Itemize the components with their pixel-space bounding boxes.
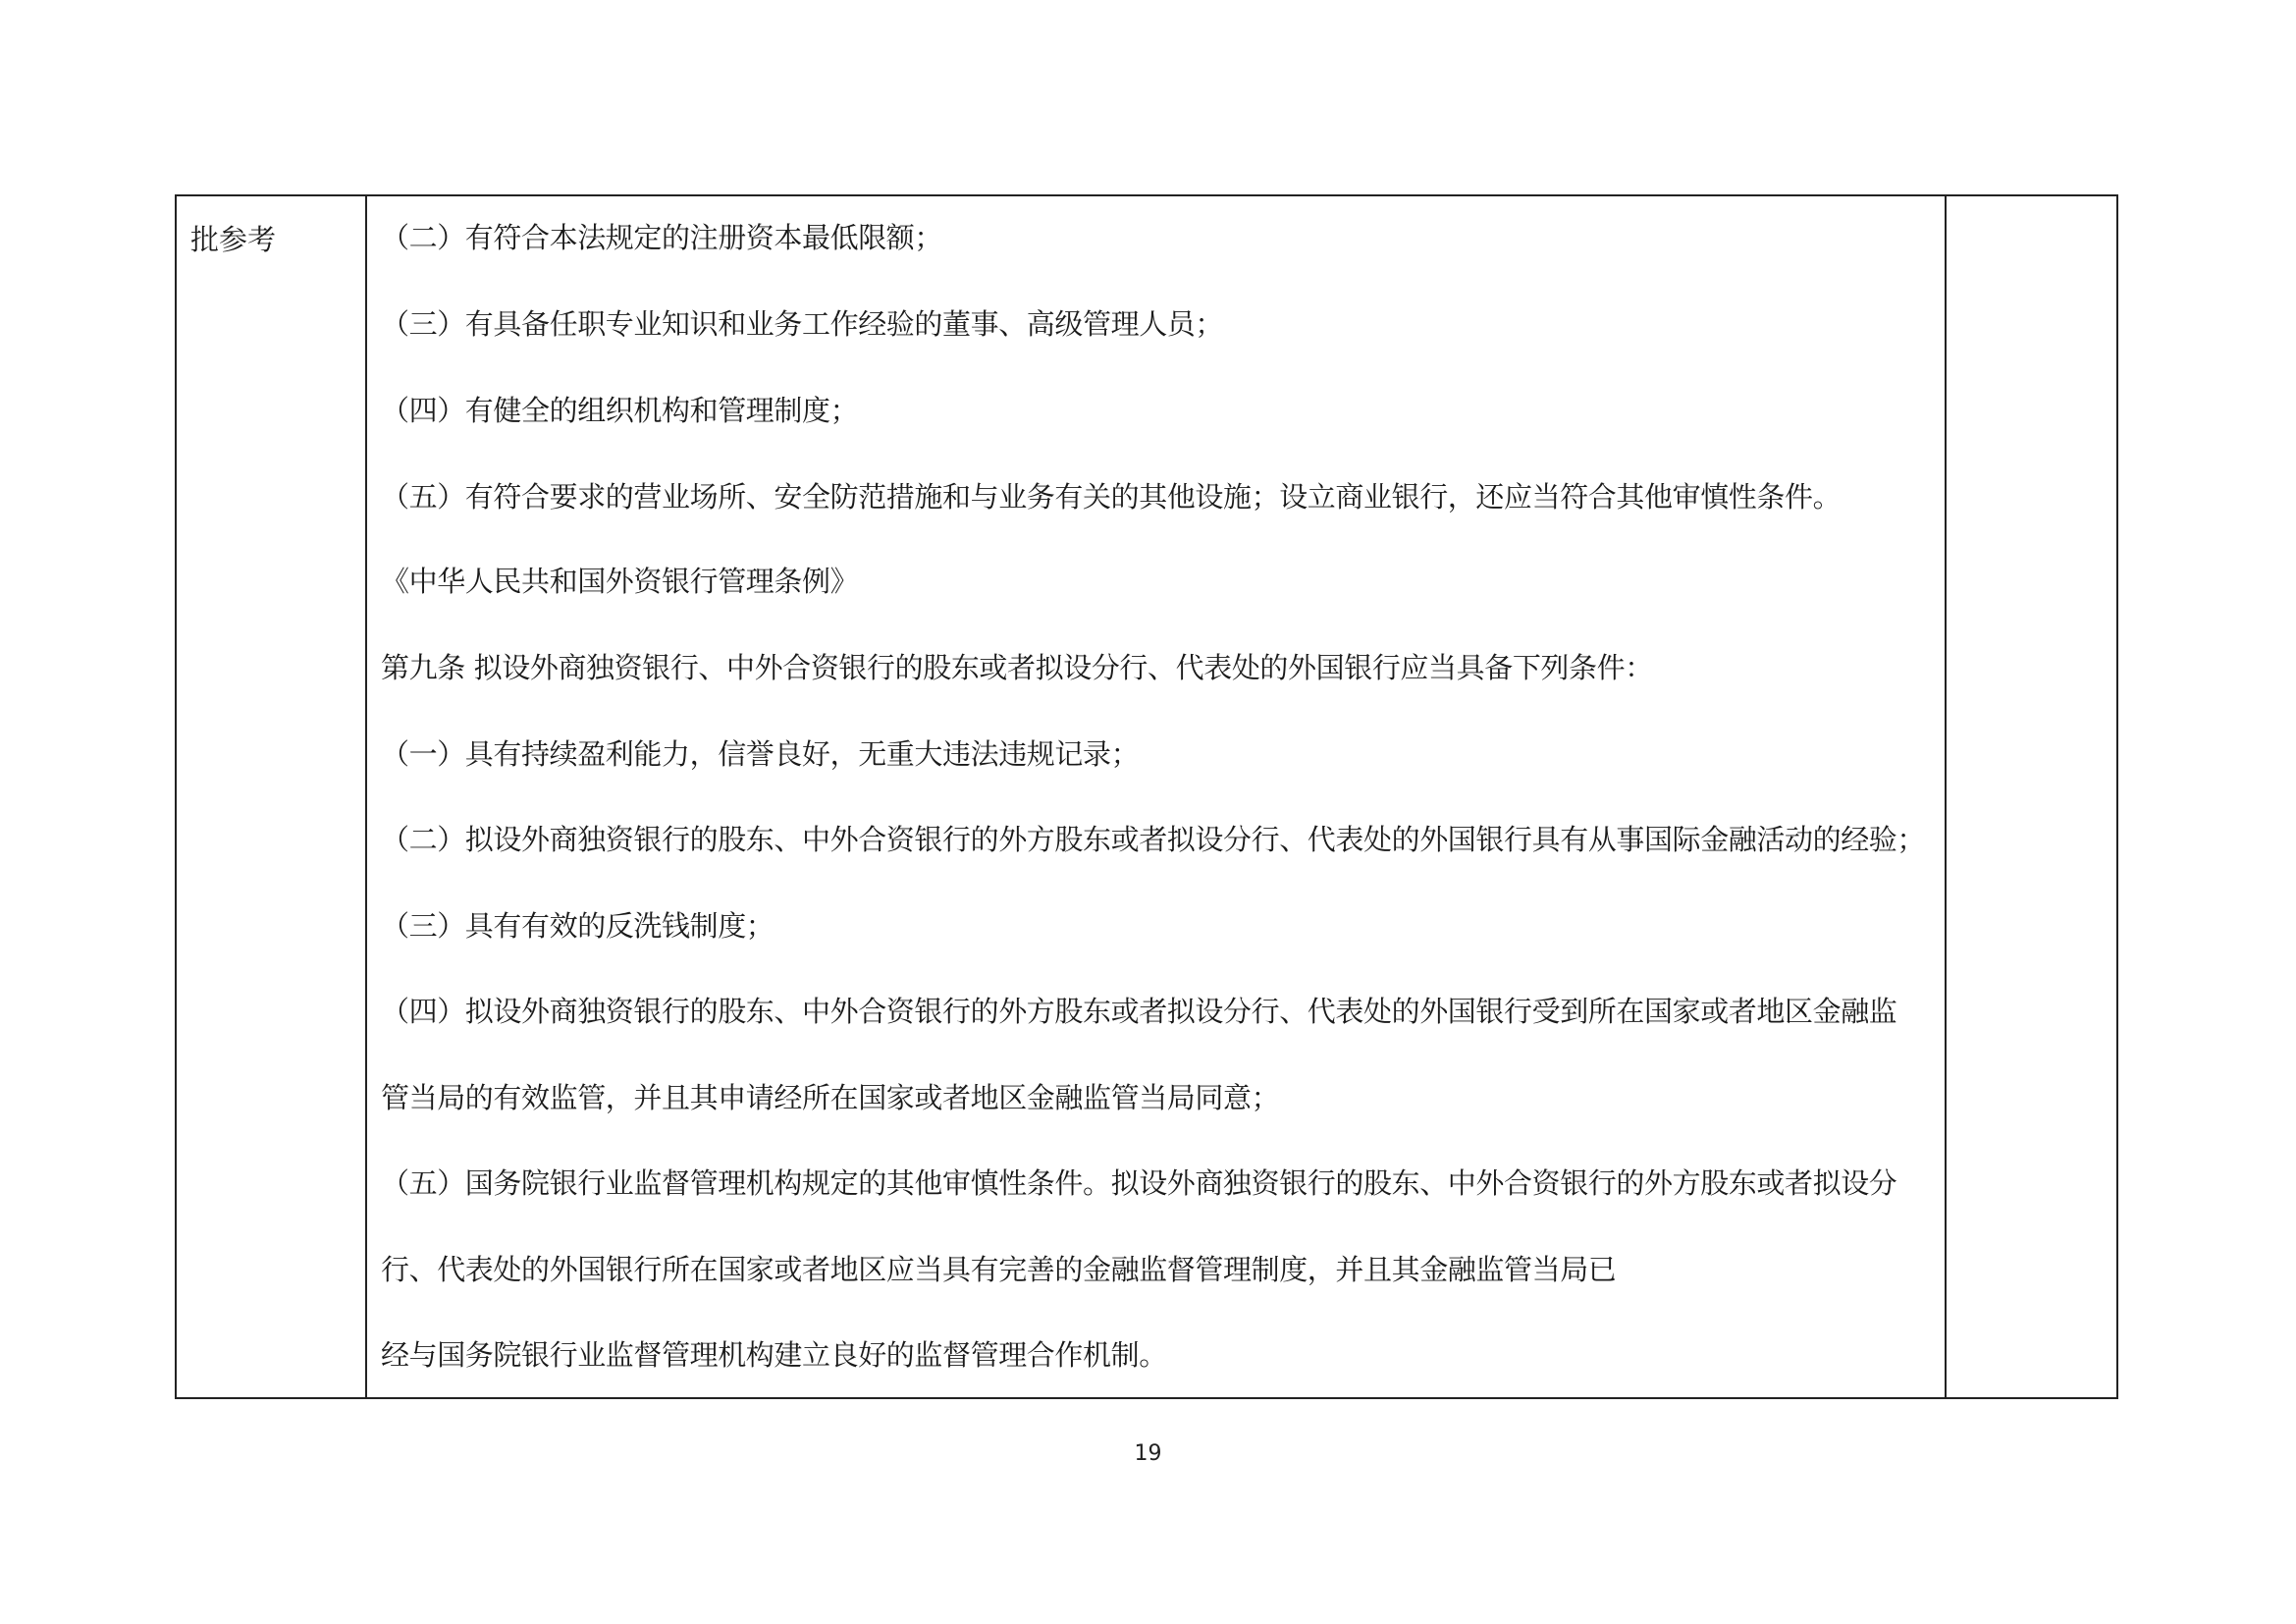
text-line: 行、代表处的外国银行所在国家或者地区应当具有完善的金融监督管理制度，并且其金融监管当局已 [381,1253,1617,1286]
table-content-cell [367,196,1947,1397]
text-line: （四）拟设外商独资银行的股东、中外合资银行的外方股东或者拟设分行、代表处的外国银行受到所在国家或者地区金融监 [381,995,1897,1028]
text-line: 管当局的有效监管，并且其申请经所在国家或者地区金融监管当局同意； [381,1081,1280,1114]
text-line: （一）具有持续盈利能力，信誉良好，无重大违法违规记录； [381,737,1140,771]
text-line: （四）有健全的组织机构和管理制度； [381,394,859,427]
table-label-cell [177,196,367,1397]
text-line: 第九条 拟设外商独资银行、中外合资银行的股东或者拟设分行、代表处的外国银行应当具备下列条件： [381,651,1653,684]
text-line: 《中华人民共和国外资银行管理条例》 [381,565,859,598]
text-line: （五）国务院银行业监督管理机构规定的其他审慎性条件。拟设外商独资银行的股东、中外合资银行的外方股东或者拟设分 [381,1166,1897,1200]
content-table [175,194,2118,1399]
text-line: （二）有符合本法规定的注册资本最低限额； [381,221,943,254]
table-remark-cell [1947,196,2116,1397]
text-line: （三）具有有效的反洗钱制度； [381,909,774,943]
text-line: （三）有具备任职专业知识和业务工作经验的董事、高级管理人员； [381,307,1224,341]
label-text: 批参考 [190,223,277,256]
text-line: 经与国务院银行业监督管理机构建立良好的监督管理合作机制。 [381,1338,1167,1372]
text-line: （五）有符合要求的营业场所、安全防范措施和与业务有关的其他设施；设立商业银行，还应当符合其他审慎性条件。 [381,480,1842,514]
text-line: （二）拟设外商独资银行的股东、中外合资银行的外方股东或者拟设分行、代表处的外国银行具有从事国际金融活动的经验； [381,823,1926,856]
page-number: 19 [1134,1441,1162,1466]
